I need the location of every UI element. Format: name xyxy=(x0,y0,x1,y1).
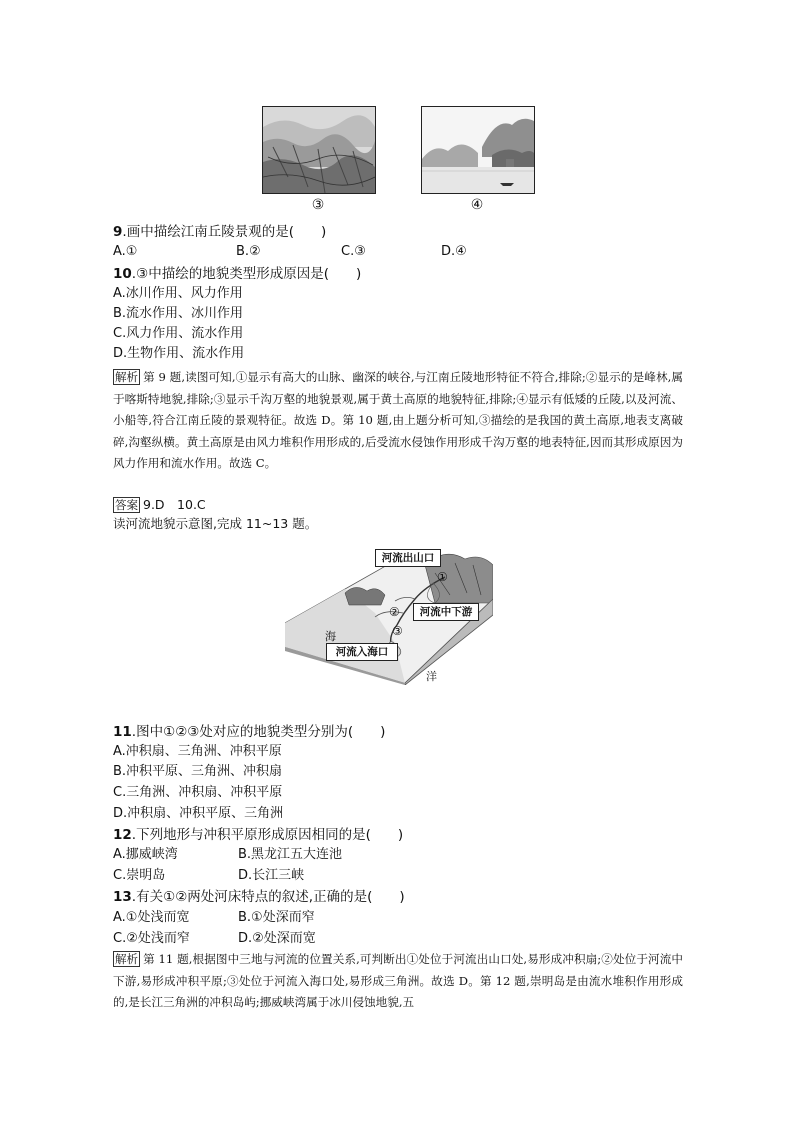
label-river-middle: 河流中下游 xyxy=(413,603,479,621)
explanation-11-13 xyxy=(113,949,683,1014)
q11-option-b[interactable]: B.冲积平原、三角洲、冲积扇 xyxy=(113,764,283,779)
question-9-number: 9 xyxy=(113,224,123,240)
paintings-row xyxy=(262,106,562,216)
label-river-mouth: 河流入海口 xyxy=(326,643,398,661)
question-12 xyxy=(113,825,403,845)
q10-option-d[interactable]: D.生物作用、流水作用 xyxy=(113,346,245,361)
question-10-text: .③中描绘的地貌类型形成原因是( ) xyxy=(131,266,362,282)
painting-loess-plateau xyxy=(262,106,376,194)
marker-3: ③ xyxy=(392,624,403,638)
question-12-number: 12 xyxy=(113,827,132,843)
answer-9-10 xyxy=(113,495,206,515)
question-9 xyxy=(113,222,326,242)
painting-4-label: ④ xyxy=(470,197,484,213)
q10-option-b[interactable]: B.流水作用、冰川作用 xyxy=(113,306,244,321)
q12-option-c[interactable]: C.崇明岛 xyxy=(113,868,166,883)
q9-option-c[interactable]: C.③ xyxy=(341,244,366,259)
q10-option-c[interactable]: C.风力作用、流水作用 xyxy=(113,326,244,341)
q12-option-a[interactable]: A.挪威峡湾 xyxy=(113,847,178,862)
q11-option-c[interactable]: C.三角洲、冲积扇、冲积平原 xyxy=(113,785,283,800)
section-intro: 读河流地貌示意图,完成 11~13 题。 xyxy=(113,516,318,531)
answer-9-10-text: 9.D 10.C xyxy=(143,497,206,512)
explanation-tag: 解析 xyxy=(115,370,138,384)
q13-option-a[interactable]: A.①处浅而宽 xyxy=(113,910,190,925)
question-9-text: .画中描绘江南丘陵景观的是( ) xyxy=(122,224,327,240)
question-10 xyxy=(113,264,361,284)
label-river-outlet: 河流出山口 xyxy=(375,549,441,567)
painting-jiangnan-hills xyxy=(421,106,535,194)
q13-option-c[interactable]: C.②处浅而窄 xyxy=(113,931,190,946)
q9-option-b[interactable]: B.② xyxy=(236,244,261,259)
q9-option-a[interactable]: A.① xyxy=(113,244,138,259)
q11-option-a[interactable]: A.冲积扇、三角洲、冲积平原 xyxy=(113,744,282,759)
answer-tag: 答案 xyxy=(115,498,138,512)
q9-option-d[interactable]: D.④ xyxy=(441,244,467,259)
marker-2: ② xyxy=(389,605,400,619)
q13-option-b[interactable]: B.①处深而窄 xyxy=(238,910,315,925)
explanation-tag-2: 解析 xyxy=(115,952,138,966)
q12-option-d[interactable]: D.长江三峡 xyxy=(238,868,305,883)
question-13-number: 13 xyxy=(113,889,132,905)
question-13-text: .有关①②两处河床特点的叙述,正确的是( ) xyxy=(131,889,405,905)
sea-label-2: 洋 xyxy=(426,670,437,683)
q12-option-b[interactable]: B.黑龙江五大连池 xyxy=(238,847,343,862)
sea-label-1: 海 xyxy=(325,630,336,643)
q11-option-d[interactable]: D.冲积扇、冲积平原、三角洲 xyxy=(113,806,284,821)
explanation-9-10 xyxy=(113,367,683,475)
question-13 xyxy=(113,887,405,907)
question-11-number: 11 xyxy=(113,724,132,740)
painting-3-label: ③ xyxy=(311,197,325,213)
marker-1: ① xyxy=(437,570,448,584)
explanation-11-13-text: 第 11 题,根据图中三地与河流的位置关系,可判断出①处位于河流出山口处,易形成冲积扇;②处位于河流中下游,易形成冲积平原;③处位于河流入海口处,易形成三角洲。故选 D。第 12 题,崇明岛是由流水堆积作用形成的,是长江三角洲的冲积岛屿;挪威峡湾属于冰川侵蚀地貌,五 xyxy=(113,952,683,1009)
explanation-9-10-text: 第 9 题,读图可知,①显示有高大的山脉、幽深的峡谷,与江南丘陵地形特征不符合,排除;②显示的是峰林,属于喀斯特地貌,排除;③显示千沟万壑的地貌景观,属于黄土高原的地貌特征,排除;④显示有低矮的丘陵,以及河流、小船等,符合江南丘陵的景观特征。故选 D。第 10 题,由上题分析可知,③描绘的是我国的黄土高原,地表支离破碎,沟壑纵横。黄土高原是由风力堆积作用形成的,后受流水侵蚀作用形成千沟万壑的地表特征,因而其形成原因为风力作用和流水作用。故选 C。 xyxy=(113,370,683,470)
question-10-number: 10 xyxy=(113,266,132,282)
question-11 xyxy=(113,722,385,742)
question-11-text: .图中①②③处对应的地貌类型分别为( ) xyxy=(131,724,386,740)
q10-option-a[interactable]: A.冰川作用、风力作用 xyxy=(113,286,243,301)
q13-option-d[interactable]: D.②处深而宽 xyxy=(238,931,316,946)
question-12-text: .下列地形与冲积平原形成原因相同的是( ) xyxy=(131,827,404,843)
